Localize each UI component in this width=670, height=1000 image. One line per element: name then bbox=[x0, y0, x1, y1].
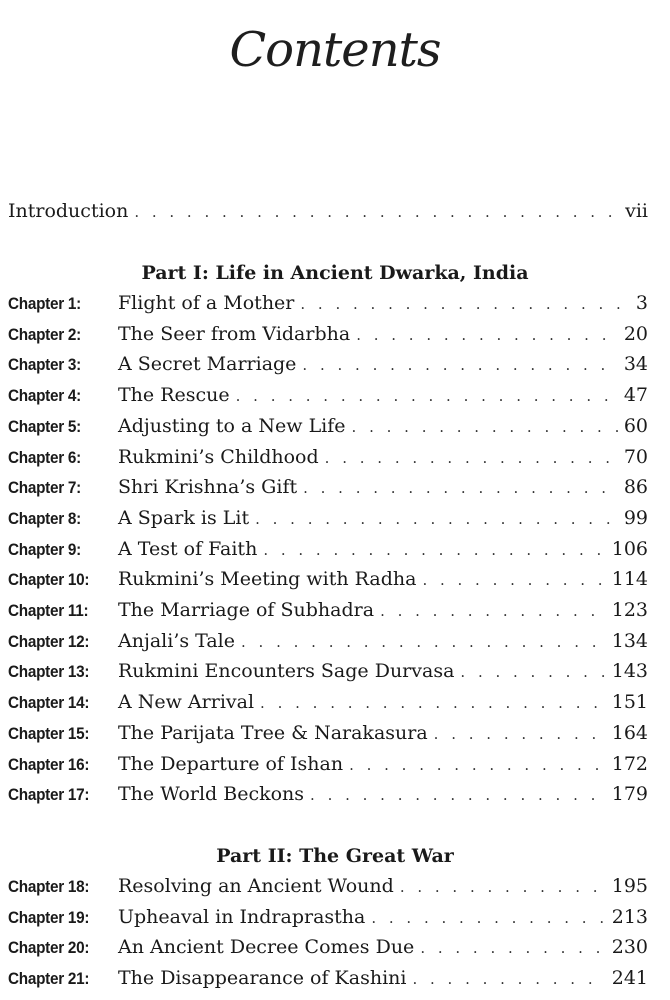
page-number: 47 bbox=[623, 384, 648, 407]
chapter-label: Chapter 17: bbox=[8, 785, 90, 805]
toc-entry-chapter[interactable] bbox=[8, 906, 648, 936]
chapter-label: Chapter 6: bbox=[8, 447, 81, 467]
dot-leader bbox=[412, 970, 605, 988]
toc-entry-chapter[interactable] bbox=[8, 507, 648, 537]
chapter-label: Chapter 14: bbox=[8, 693, 90, 713]
part-heading: Part I: Life in Ancient Dwarka, India bbox=[141, 262, 529, 284]
page-number: 195 bbox=[611, 875, 648, 897]
chapter-title: A Spark is Lit bbox=[118, 506, 250, 529]
chapter-title: The Departure of Ishan bbox=[118, 752, 344, 775]
dot-leader bbox=[303, 479, 618, 497]
toc-entry-chapter[interactable] bbox=[8, 538, 648, 568]
chapter-title: Rukmini’s Meeting with Radha bbox=[118, 568, 417, 591]
chapter-title: A Secret Marriage bbox=[118, 353, 297, 376]
toc-entry-chapter[interactable] bbox=[8, 936, 648, 966]
chapter-title: The Marriage of Subhadra bbox=[118, 599, 375, 621]
chapter-label: Chapter 2: bbox=[8, 324, 81, 344]
chapter-label: Chapter 13: bbox=[8, 662, 90, 682]
chapter-label: Chapter 18: bbox=[8, 877, 90, 896]
toc-entry-chapter[interactable] bbox=[8, 568, 648, 598]
dot-leader bbox=[255, 510, 618, 528]
toc-entry-chapter[interactable] bbox=[8, 875, 648, 905]
page-number: 86 bbox=[623, 476, 648, 499]
chapter-title: The Disappearance of Kashini bbox=[118, 967, 407, 990]
page-number: 143 bbox=[611, 660, 648, 683]
toc-entry-chapter[interactable] bbox=[8, 691, 648, 721]
page-number: 60 bbox=[623, 414, 648, 437]
toc-entry-chapter[interactable] bbox=[8, 353, 648, 383]
page-number: 164 bbox=[611, 721, 648, 744]
toc-entry-chapter[interactable] bbox=[8, 446, 648, 476]
page-number: 70 bbox=[623, 445, 648, 468]
toc-entry-chapter[interactable] bbox=[8, 967, 648, 997]
dot-leader bbox=[460, 663, 605, 681]
chapter-title: Adjusting to a New Life bbox=[118, 414, 346, 437]
dot-leader bbox=[134, 203, 619, 221]
toc-entry-chapter[interactable] bbox=[8, 292, 648, 322]
dot-leader bbox=[241, 633, 606, 651]
chapter-title: A New Arrival bbox=[118, 691, 255, 714]
page-number: 241 bbox=[611, 967, 648, 990]
toc-entry-chapter[interactable] bbox=[8, 630, 648, 660]
page-number: 106 bbox=[611, 537, 648, 560]
toc-entry-chapter[interactable] bbox=[8, 660, 648, 690]
chapter-title: Rukmini Encounters Sage Durvasa bbox=[118, 660, 455, 683]
page-number: 123 bbox=[611, 599, 648, 621]
entry-title: Introduction bbox=[8, 200, 129, 222]
dot-leader bbox=[420, 939, 605, 957]
dot-leader bbox=[434, 725, 606, 743]
chapter-title: A Test of Faith bbox=[118, 537, 258, 560]
part-heading: Part II: The Great War bbox=[216, 845, 454, 867]
dot-leader bbox=[371, 909, 605, 927]
page-number: 99 bbox=[623, 506, 648, 529]
dot-leader bbox=[300, 295, 630, 313]
chapter-title: Flight of a Mother bbox=[118, 292, 295, 314]
chapter-label: Chapter 4: bbox=[8, 386, 81, 406]
toc-entry-chapter[interactable] bbox=[8, 384, 648, 414]
page-number: 114 bbox=[611, 568, 648, 591]
toc-entry-chapter[interactable] bbox=[8, 753, 648, 783]
chapter-title: The Seer from Vidarbha bbox=[118, 322, 351, 345]
chapter-label: Chapter 21: bbox=[8, 969, 90, 989]
chapter-label: Chapter 11: bbox=[8, 601, 89, 620]
page-number: 172 bbox=[611, 752, 648, 775]
page-number: 3 bbox=[635, 292, 648, 314]
chapter-title: The Parijata Tree & Narakasura bbox=[118, 721, 428, 744]
dot-leader bbox=[400, 878, 606, 896]
dot-leader bbox=[422, 571, 605, 589]
chapter-label: Chapter 10: bbox=[8, 570, 90, 590]
chapter-label: Chapter 20: bbox=[8, 938, 90, 958]
chapter-label: Chapter 16: bbox=[8, 754, 90, 774]
chapter-label: Chapter 19: bbox=[8, 907, 90, 927]
dot-leader bbox=[349, 756, 606, 774]
page-number: 34 bbox=[623, 353, 648, 376]
chapter-label: Chapter 5: bbox=[8, 416, 81, 436]
page-number: 151 bbox=[611, 691, 648, 714]
toc-entry-chapter[interactable] bbox=[8, 783, 648, 813]
toc-entry-introduction[interactable] bbox=[8, 200, 648, 230]
page-number: 213 bbox=[611, 905, 648, 928]
chapter-label: Chapter 12: bbox=[8, 631, 90, 651]
dot-leader bbox=[260, 694, 606, 712]
chapter-label: Chapter 7: bbox=[8, 478, 81, 498]
chapter-title: An Ancient Decree Comes Due bbox=[118, 936, 415, 959]
toc-entry-chapter[interactable] bbox=[8, 722, 648, 752]
page-number: 230 bbox=[611, 936, 648, 959]
chapter-label: Chapter 9: bbox=[8, 539, 81, 559]
page-number: vii bbox=[625, 200, 648, 222]
toc-entry-chapter[interactable] bbox=[8, 476, 648, 506]
toc-entry-chapter[interactable] bbox=[8, 415, 648, 445]
dot-leader bbox=[310, 786, 606, 804]
chapter-title: Shri Krishna’s Gift bbox=[118, 476, 298, 499]
chapter-label: Chapter 15: bbox=[8, 723, 90, 743]
chapter-title: Rukmini’s Childhood bbox=[118, 445, 319, 468]
chapter-title: The Rescue bbox=[118, 384, 230, 407]
chapter-title: Upheaval in Indraprastha bbox=[118, 905, 366, 928]
chapter-label: Chapter 8: bbox=[8, 508, 81, 528]
page-number: 20 bbox=[623, 322, 648, 345]
page-number: 179 bbox=[611, 783, 648, 806]
dot-leader bbox=[352, 418, 618, 436]
dot-leader bbox=[236, 387, 618, 405]
chapter-label: Chapter 1: bbox=[8, 294, 81, 313]
dot-leader bbox=[356, 326, 618, 344]
chapter-title: Resolving an Ancient Wound bbox=[118, 875, 394, 897]
dot-leader bbox=[325, 449, 618, 467]
dot-leader bbox=[380, 602, 606, 620]
chapter-label: Chapter 3: bbox=[8, 355, 81, 375]
dot-leader bbox=[302, 356, 617, 374]
dot-leader bbox=[263, 541, 605, 559]
toc-entry-chapter[interactable] bbox=[8, 323, 648, 353]
chapter-title: Anjali’s Tale bbox=[118, 629, 236, 652]
page-number: 134 bbox=[611, 629, 648, 652]
toc-entry-chapter[interactable] bbox=[8, 599, 648, 629]
chapter-title: The World Beckons bbox=[118, 783, 305, 806]
page-title: Contents bbox=[229, 22, 441, 78]
